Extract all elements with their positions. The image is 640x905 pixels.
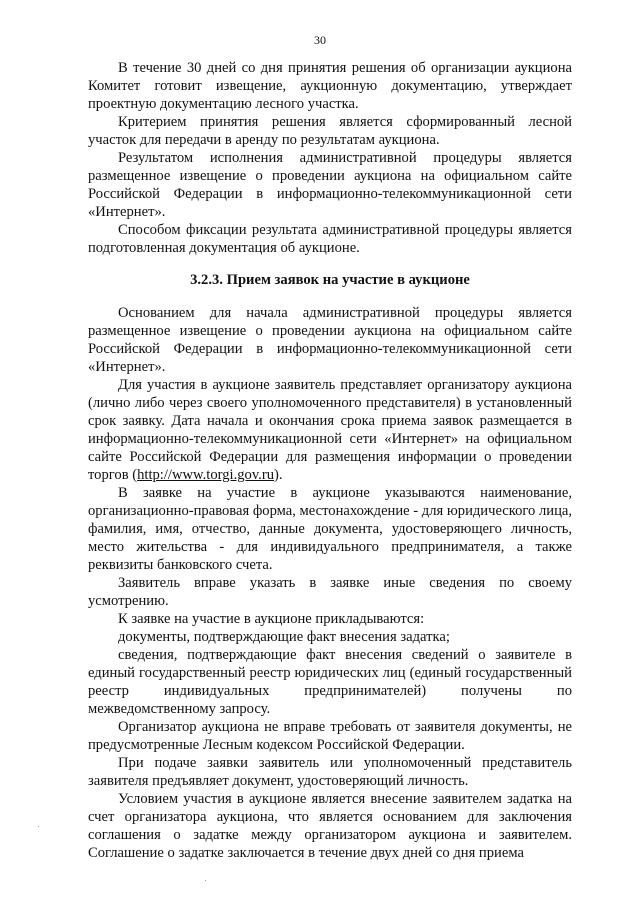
- paragraph: Критерием принятия решения является сформированный лесной участок для передачи в аренду по результатам аукциона.: [88, 114, 572, 148]
- paragraph: Заявитель вправе указать в заявке иные сведения по своему усмотрению.: [88, 575, 572, 609]
- paragraph: Условием участия в аукционе является внесение заявителем задатка на счет организатора аукциона, что является основанием для заключения соглашения о задатке между организатором аукциона и заявителем. Соглашение о задатке заключается в течение двух дней со дня приема: [88, 791, 572, 861]
- list-item: сведения, подтверждающие факт внесения сведений о заявителе в единый государственный реестр юридических лиц (единый государственный реестр индивидуальных предпринимателей) получены по межведомственному запросу.: [88, 647, 572, 717]
- paragraph-text: Для участия в аукционе заявитель представляет организатору аукциона (лично либо через своего уполномоченного представителя) в установленный срок заявку. Дата начала и окончания срока приема заявок размещается в информационно-телекоммуникационной сети «Интернет» на официальном сайте Российской Федерации для размещения информации о проведении торгов (: [88, 377, 572, 483]
- document-body: [88, 59, 572, 862]
- page-number: 30: [314, 33, 326, 47]
- paragraph: К заявке на участие в аукционе прикладываются:: [118, 611, 425, 627]
- paragraph: Способом фиксации результата административной процедуры является подготовленная документация об аукционе.: [88, 222, 572, 256]
- paragraph: [88, 376, 572, 484]
- paragraph: Результатом исполнения административной процедуры является размещенное извещение о проведении аукциона на официальном сайте Российской Федерации в информационно-телекоммуникационной сети «Интернет».: [88, 150, 572, 220]
- paragraph: Организатор аукциона не вправе требовать от заявителя документы, не предусмотренные Лесным кодексом Российской Федерации.: [88, 719, 572, 753]
- scan-speck: [205, 880, 206, 881]
- torgi-link[interactable]: http://www.torgi.gov.ru: [137, 467, 274, 483]
- list-item: документы, подтверждающие факт внесения задатка;: [118, 629, 450, 645]
- section-heading: 3.2.3. Прием заявок на участие в аукционе: [190, 272, 470, 288]
- paragraph: При подаче заявки заявитель или уполномоченный представитель заявителя предъявляет документ, удостоверяющий личность.: [88, 755, 572, 789]
- scan-speck: [38, 826, 39, 827]
- paragraph-text: ).: [274, 467, 283, 483]
- paragraph: Основанием для начала административной процедуры является размещенное извещение о проведении аукциона на официальном сайте Российской Федерации в информационно-телекоммуникационной сети «Интернет».: [88, 305, 572, 375]
- paragraph: В течение 30 дней со дня принятия решения об организации аукциона Комитет готовит извещение, аукционную документацию, утверждает проектную документацию лесного участка.: [88, 60, 572, 112]
- paragraph: В заявке на участие в аукционе указываются наименование, организационно-правовая форма, местонахождение - для юридического лица, фамилия, имя, отчество, данные документа, удостоверяющего личность, место жительства - для индивидуального предпринимателя, а также реквизиты банковского счета.: [88, 485, 573, 573]
